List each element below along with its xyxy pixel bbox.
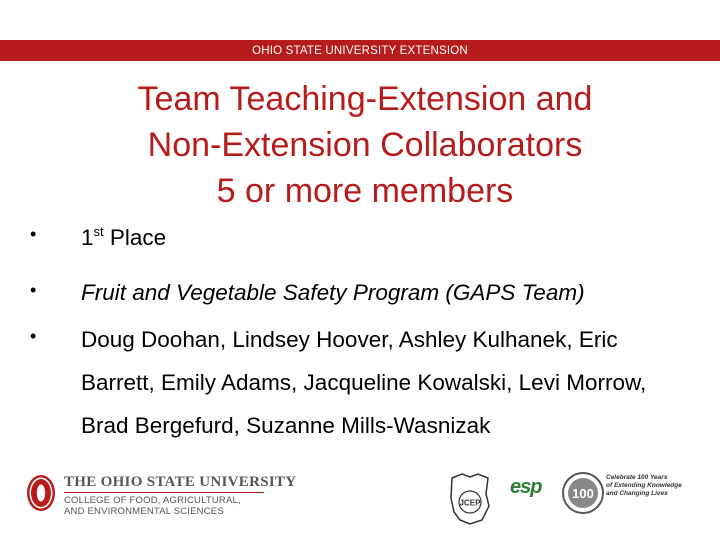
title-line-3: 5 or more members bbox=[216, 172, 514, 210]
banner-text: OHIO STATE UNIVERSITY EXTENSION bbox=[252, 44, 468, 57]
place-word: Place bbox=[109, 225, 167, 250]
centennial-line-2: of Extending Knowledge bbox=[606, 482, 682, 489]
members-text bbox=[81, 318, 646, 447]
college-line-1: COLLEGE OF FOOD, AGRICULTURAL, bbox=[64, 495, 241, 506]
slide-title bbox=[20, 76, 710, 214]
bullet-dot: • bbox=[30, 326, 37, 346]
members-line-1: Doug Doohan, Lindsey Hoover, Ashley Kulhanek, Eric bbox=[81, 327, 618, 352]
block-o-icon bbox=[26, 473, 56, 513]
members-line-2: Barrett, Emily Adams, Jacqueline Kowalski, Levi Morrow, bbox=[81, 370, 647, 395]
logo-divider bbox=[64, 492, 264, 493]
title-line-1: Team Teaching-Extension and bbox=[137, 80, 593, 118]
college-name bbox=[64, 495, 241, 517]
badge-number: 100 bbox=[572, 486, 594, 501]
title-line-2: Non-Extension Collaborators bbox=[147, 126, 583, 164]
bullet-dot: • bbox=[30, 280, 37, 300]
place-number: 1 bbox=[81, 225, 94, 250]
osu-cfaes-logo bbox=[26, 470, 297, 525]
bullet-dot: • bbox=[30, 224, 37, 244]
program-name: Fruit and Vegetable Safety Program (GAPS Team) bbox=[81, 280, 585, 305]
extension-100-badge bbox=[561, 471, 605, 515]
members-line-3: Brad Bergefurd, Suzanne Mills-Wasnizak bbox=[81, 413, 491, 438]
jcep-label: JCEP bbox=[459, 498, 481, 508]
centennial-tagline bbox=[606, 474, 713, 498]
esp-logo: esp bbox=[510, 476, 542, 498]
college-line-2: AND ENVIRONMENTAL SCIENCES bbox=[64, 506, 224, 517]
centennial-line-3: and Changing Lives bbox=[606, 490, 668, 497]
partner-logos bbox=[448, 470, 713, 528]
extension-banner bbox=[0, 40, 720, 61]
centennial-line-1: Celebrate 100 Years bbox=[606, 474, 668, 481]
jcep-ohio-logo bbox=[448, 472, 492, 526]
place-suffix: st bbox=[93, 224, 104, 239]
university-name: THE OHIO STATE UNIVERSITY bbox=[64, 474, 297, 490]
